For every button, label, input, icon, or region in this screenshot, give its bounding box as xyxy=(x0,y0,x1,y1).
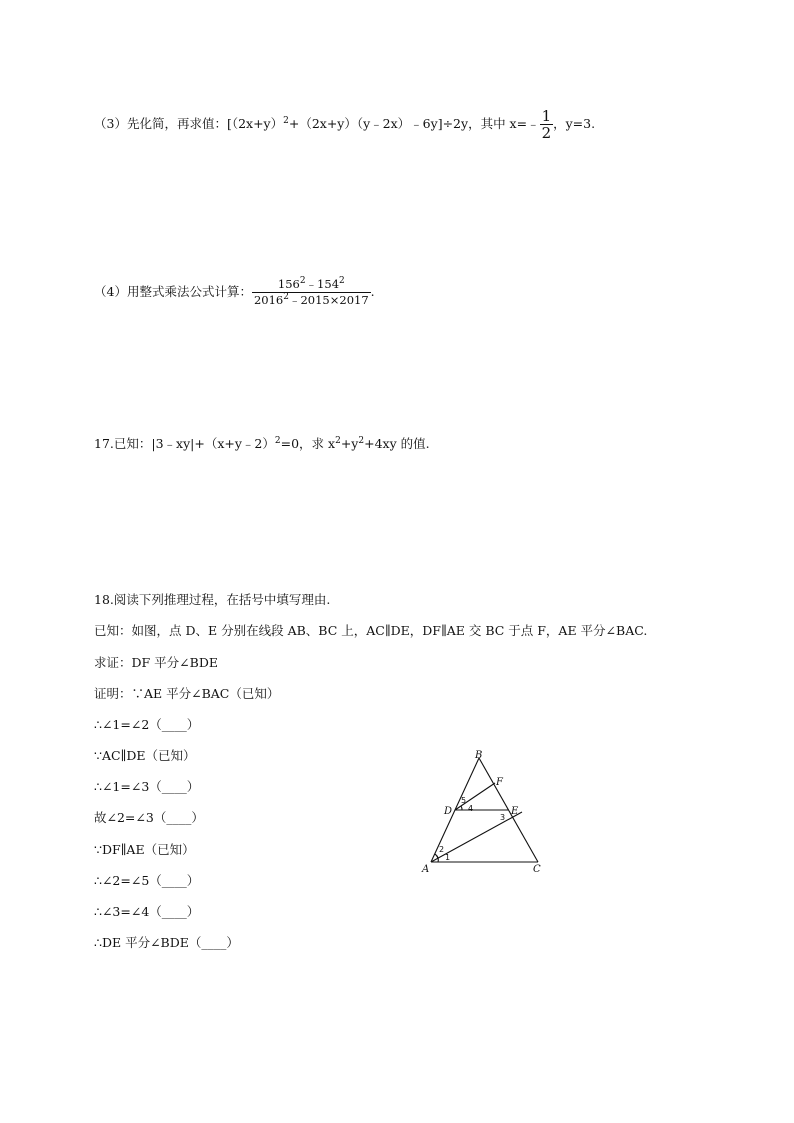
proof-step: ∴DE 平分∠BDE（____） xyxy=(94,935,239,950)
num-154: ﹣154 xyxy=(305,277,340,291)
question-18-prove: 求证：DF 平分∠BDE xyxy=(94,655,218,670)
proof-step: ∵DF∥AE（已知） xyxy=(94,842,195,857)
proof-step: ∴∠1=∠3（____） xyxy=(94,779,200,794)
q17-part-d: +4xy 的值. xyxy=(364,436,430,451)
num-156: 156 xyxy=(277,277,300,291)
q17-part-a: 17.已知：|3﹣xy|+（x+y﹣2） xyxy=(94,436,275,451)
proof-step: ∴∠2=∠5（____） xyxy=(94,873,200,888)
exp: 2 xyxy=(339,276,345,287)
label-d: D xyxy=(444,806,453,817)
angle-label-2: 2 xyxy=(439,845,445,854)
exp: 2 xyxy=(283,292,289,303)
exp: 2 xyxy=(358,435,365,446)
label-f: F xyxy=(496,777,503,788)
fraction-expression xyxy=(252,277,371,308)
q16-3-exponent: 2 xyxy=(283,115,289,126)
den-2016: 2016 xyxy=(253,293,284,307)
fraction-numerator xyxy=(252,277,371,292)
fraction-denominator xyxy=(252,292,371,308)
angle-label-5: 5 xyxy=(461,796,467,805)
q16-4-suffix: . xyxy=(370,284,375,299)
question-17 xyxy=(94,436,430,452)
proof-step: ∵AC∥DE（已知） xyxy=(94,748,196,763)
fraction-denominator: 2 xyxy=(541,124,552,142)
label-e: E xyxy=(511,806,519,817)
fraction-numerator: 1 xyxy=(541,107,552,125)
question-16-4 xyxy=(94,277,375,308)
q16-3-suffix: ，y=3. xyxy=(553,116,596,131)
angle-arc-4 xyxy=(461,806,462,810)
angle-label-1: 1 xyxy=(445,853,451,862)
question-18-title: 18.阅读下列推理过程，在括号中填写理由. xyxy=(94,592,331,607)
exp: 2 xyxy=(274,435,281,446)
q16-3-middle: +（2x+y）（y﹣2x）﹣6y]÷2y，其中 x=﹣ xyxy=(288,116,540,131)
proof-step: ∴∠1=∠2（____） xyxy=(94,717,200,732)
proof-step: 故∠2=∠3（____） xyxy=(94,810,204,825)
proof-step: ∴∠3=∠4（____） xyxy=(94,904,200,919)
proof-step: 证明：∵AE 平分∠BAC（已知） xyxy=(94,686,280,701)
fraction-one-half xyxy=(540,108,554,141)
triangle-diagram xyxy=(418,748,548,874)
angle-label-3: 3 xyxy=(500,813,506,822)
exp: 2 xyxy=(299,276,306,287)
angle-label-4: 4 xyxy=(468,804,474,813)
question-16-3 xyxy=(94,108,595,141)
label-c: C xyxy=(533,864,541,874)
question-18-given: 已知：如图，点 D、E 分别在线段 AB、BC 上，AC∥DE，DF∥AE 交 BC 于点 F，AE 平分∠BAC. xyxy=(94,623,648,638)
label-a: A xyxy=(422,864,430,874)
den-product: ﹣2015×2017 xyxy=(288,293,369,307)
q17-part-b: =0，求 x xyxy=(280,436,336,451)
q17-part-c: +y xyxy=(340,436,359,451)
q16-4-prefix: （4）用整式乘法公式计算： xyxy=(94,284,252,299)
q16-3-prefix: （3）先化简，再求值：[（2x+y） xyxy=(94,116,284,131)
exp: 2 xyxy=(335,435,341,446)
angle-arc-2 xyxy=(435,854,438,858)
label-b: B xyxy=(475,750,483,761)
